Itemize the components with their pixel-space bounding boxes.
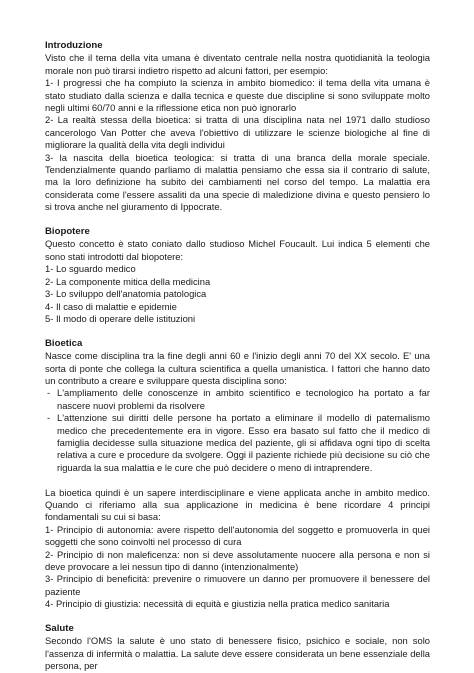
section-introduzione: [45, 40, 430, 214]
list-item: 1- Principio di autonomia: avere rispetto dell'autonomia del soggetto e promuoverla in quei soggetti che sono coinvolti nel processo di cura: [45, 523, 430, 548]
spacer: [45, 611, 430, 623]
list-item: 3- Principio di beneficità: prevenire o rimuovere un danno per promuovere il benessere del paziente: [45, 573, 430, 597]
paragraph: 1- I progressi che ha compiuto la scienza in ambito biomedico: il tema della vita umana è stato studiato dalla scienza e dalla tecnica e queste due discipline si sono sviluppate molto negli ultimi 60/70 anni e la riflessione etica non può ignorarlo: [45, 77, 430, 114]
paragraph: La bioetica quindi è un sapere interdisciplinare e viene applicata anche in ambito medico. Quando ci riferiamo alla sua applicazione in medicina è bene ricordare 4 principi fondamentali su cui si basa:: [45, 486, 430, 523]
list-item: 2- Principio di non maleficenza: non si deve assolutamente nuocere alla persona e non si deve provocare a lei nessun tipo di danno (intenzionalmente): [45, 548, 430, 573]
list-item: 2- La componente mitica della medicina: [45, 275, 211, 287]
list-item: 1- Lo sguardo medico: [45, 263, 136, 275]
paragraph: Nasce come disciplina tra la fine degli anni 60 e l'inizio degli anni 70 del XX secolo. E' una sorta di ponte che collega la cultura scientifica a quella umanistica. I fattori che hanno dato un contributo a creare e sviluppare questa disciplina sono:: [45, 350, 430, 386]
section-heading: Bioetica: [45, 337, 83, 349]
list-item: 5- Il modo di operare delle istituzioni: [45, 312, 196, 324]
list-item: 4- Principio di giustizia: necessità di equità e giustizia nella pratica medico sanitaria: [45, 598, 390, 610]
section-salute: [45, 623, 430, 673]
paragraph: 3- la nascita della bioetica teologica: si tratta di una branca della morale speciale. Tendenzialmente quando parliamo di malattia pensiamo che essa sia il contrario di salute, ma la loro definizione ha subito dei cambiamenti nel corso del tempo. La malattia era considerata come l'essere assaliti da una specie di maledizione divina e questo pensiero lo si trova anche nel giuramento di Ippocrate.: [45, 151, 430, 213]
section-bioetica: [45, 338, 430, 611]
list-item: - L'attenzione sui diritti delle persone ha portato a eliminare il modello di paternalismo medico che precedentemente era in vigore. Esso era basato sul fatto che il medico di famiglia decidesse sulla situazione medica del paziente, gli si affidava ogni tipo di scelta relativa a cure e procedure da svolgere. Oggi il paziente richiede più decisione su ciò che riguarda la sua malattia e le cure che può decidere o meno di intraprendere.: [45, 412, 430, 474]
section-biopotere: [45, 226, 430, 325]
paragraph: Secondo l'OMS la salute è uno stato di benessere fisico, psichico e sociale, non solo l'assenza di infermità o malattia. La salute deve essere considerata un bene essenziale della persona, per: [45, 635, 430, 672]
list-item: 4- Il caso di malattie e epidemie: [45, 300, 177, 312]
list-item: - L'ampliamento delle conoscenze in ambito scientifico e tecnologico ha portato a far nascere nuovi problemi da risolvere: [45, 387, 430, 412]
section-heading: Introduzione: [45, 40, 103, 51]
bullet-list: [45, 387, 430, 474]
section-heading: Biopotere: [45, 226, 90, 238]
spacer: [45, 325, 430, 337]
paragraph: Visto che il tema della vita umana è diventato centrale nella nostra quotidianità la teologia morale non può tirarsi indietro rispetto ad alcuni fattori, per esempio:: [45, 52, 430, 76]
paragraph: Questo concetto è stato coniato dallo studioso Michel Foucault. Lui indica 5 elementi che sono stati introdotti dal biopotere:: [45, 238, 430, 262]
spacer: [45, 474, 430, 486]
list-item: 3- Lo sviluppo dell'anatomia patologica: [45, 288, 207, 300]
spacer: [45, 214, 430, 226]
section-heading: Salute: [45, 623, 74, 635]
paragraph: 2- La realtà stessa della bioetica: si tratta di una disciplina nata nel 1971 dallo studioso cancerologo Van Potter che aveva l'obiettivo di utilizzare le scienze biologiche al fine di migliorare la qualità della vita degli individui: [45, 114, 430, 151]
